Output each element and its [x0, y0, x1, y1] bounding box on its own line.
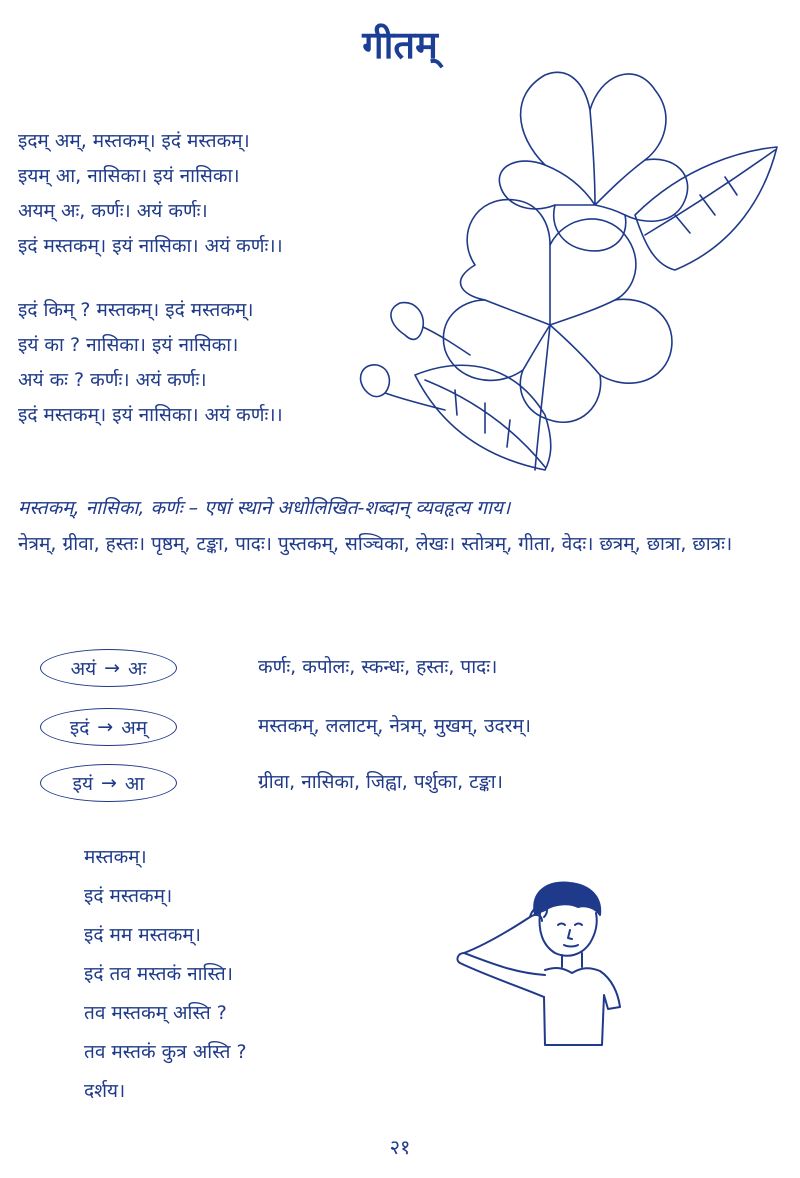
- verse-line: इयम् आ, नासिका। इयं नासिका।: [18, 165, 240, 187]
- hibiscus-flower-illustration: [345, 55, 785, 475]
- ending-label: अम्: [121, 717, 148, 739]
- boy-touching-head-illustration: [450, 875, 630, 1055]
- arrow-icon: →: [97, 716, 114, 738]
- verse-line: अयं कः ? कर्णः। अयं कर्णः।: [18, 369, 207, 391]
- pronoun-label: इयं: [72, 773, 93, 795]
- verse-line: इदम् अम्, मस्तकम्। इदं मस्तकम्।: [18, 130, 250, 152]
- rule-example-words: कर्णः, कपोलः, स्कन्धः, हस्तः, पादः।: [258, 656, 498, 678]
- grammar-rule-row: [40, 708, 780, 748]
- rule-example-words: मस्तकम्, ललाटम्, नेत्रम्, मुखम्, उदरम्।: [258, 715, 531, 737]
- poem-line: तव मस्तकं कुत्र अस्ति ?: [84, 1041, 247, 1063]
- pronoun-ending-oval: [40, 708, 177, 746]
- page-number: २१: [389, 1135, 411, 1159]
- poem-line: इदं मस्तकम्।: [84, 885, 173, 907]
- arrow-icon: →: [101, 772, 117, 794]
- verse-stanza-1: [18, 124, 283, 264]
- verse-line: इदं मस्तकम्। इयं नासिका। अयं कर्णः।।: [18, 404, 283, 426]
- verse-line: इयं का ? नासिका। इयं नासिका।: [18, 334, 239, 356]
- verse-line: इदं किम् ? मस्तकम्। इदं मस्तकम्।: [18, 299, 254, 321]
- verse-stanza-2: [18, 293, 283, 433]
- pronoun-label: इदं: [69, 717, 90, 739]
- poem-line: दर्शय।: [84, 1080, 126, 1102]
- poem-line: इदं तव मस्तकं नास्ति।: [84, 963, 233, 985]
- grammar-rule-row: [40, 764, 780, 804]
- ending-label: अः: [128, 658, 147, 680]
- substitution-words: नेत्रम्, ग्रीवा, हस्तः। पृष्ठम्, टङ्का, पादः। पुस्तकम्, सञ्चिका, लेखः। स्तोत्रम्, गीता, वेदः। छत्रम्, छात्रा, छात्रः।: [18, 533, 733, 555]
- arrow-icon: →: [104, 657, 121, 679]
- ending-label: आ: [124, 773, 145, 795]
- verse-line: अयम् अः, कर्णः। अयं कर्णः।: [18, 200, 208, 222]
- instruction-block: [18, 490, 793, 562]
- pronoun-label: अयं: [70, 658, 97, 680]
- rule-example-words: ग्रीवा, नासिका, जिह्वा, पर्शुका, टङ्का।: [258, 771, 503, 793]
- page-title: गीतम्: [362, 23, 438, 67]
- poem-line: मस्तकम्।: [84, 846, 147, 868]
- verse-line: इदं मस्तकम्। इयं नासिका। अयं कर्णः।।: [18, 235, 283, 257]
- instruction-hint: मस्तकम्, नासिका, कर्णः – एषां स्थाने अधोलिखित-शब्दान् व्यवहृत्य गाय।: [18, 497, 511, 519]
- poem-line: इदं मम मस्तकम्।: [84, 924, 201, 946]
- pronoun-ending-oval: [40, 649, 177, 687]
- poem-line: तव मस्तकम् अस्ति ?: [84, 1002, 227, 1024]
- pronoun-ending-oval: [40, 764, 177, 802]
- action-poem: [84, 838, 247, 1111]
- grammar-rule-row: [40, 649, 780, 689]
